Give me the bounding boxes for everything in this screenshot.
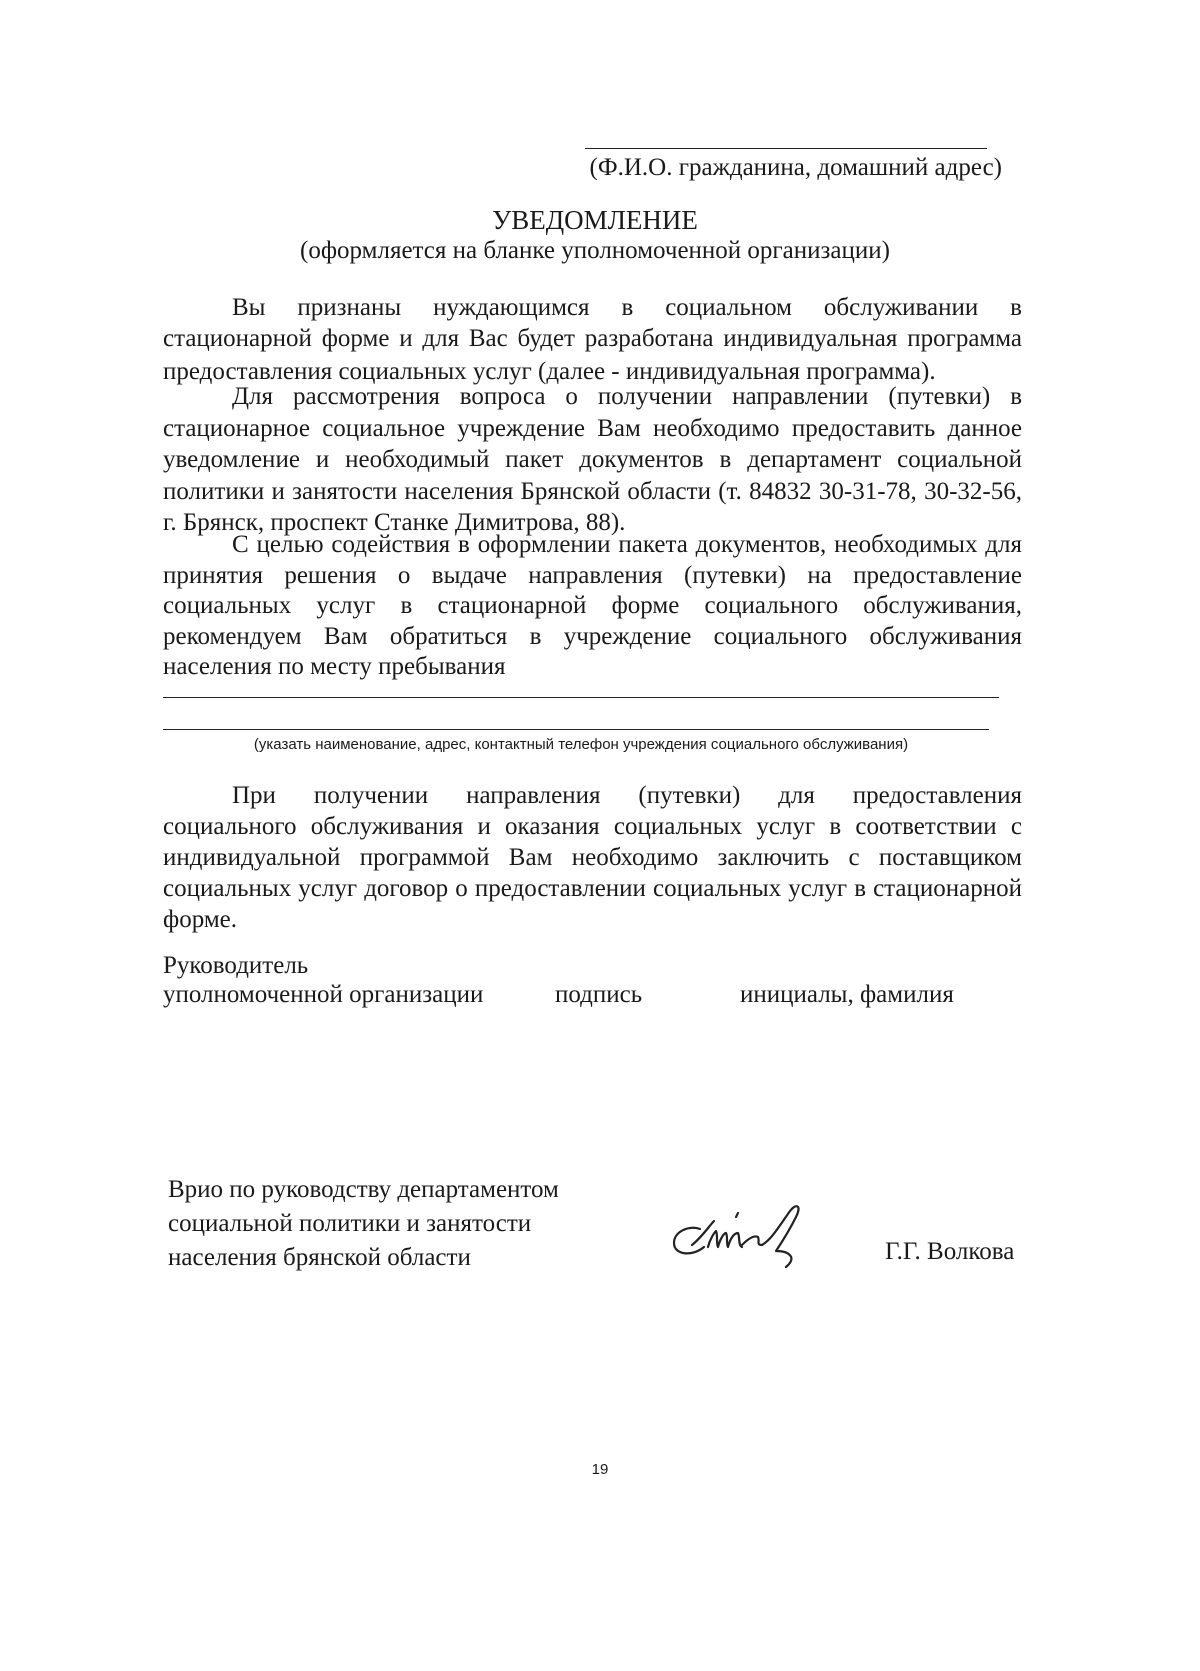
institution-caption: (указать наименование, адрес, контактный телефон учреждения социального обслуживания) (253, 736, 909, 753)
paragraph-3: С целью содействия в оформлении пакета документов, необходимых для принятия решения о выдаче направления (путевки) на предоставление социальных услуг в стационарной форме социального обслуживания, рекомендуем Вам обратиться в учреждение социального обслуживания населения по месту пребывания (163, 531, 1022, 680)
document-title: УВЕДОМЛЕНИЕ (492, 205, 698, 235)
paragraph-2: Для рассмотрения вопроса о получении направлении (путевки) в стационарное социальное учреждение Вам необходимо предоставить данное уведомление и необходимый пакет документов в департамент социальной политики и занятости населения Брянской области (т. 84832 30-31-78, 30-32-56, г. Брянск, проспект Станке Димитрова, 88). (163, 383, 1022, 536)
signatory-line-1: Врио по руководству департаментом (168, 1176, 559, 1203)
signature-label: подпись (555, 981, 643, 1008)
signatory-line-3: населения брянской области (168, 1244, 471, 1271)
recipient-blank-line (585, 148, 987, 149)
paragraph-4-first-line: При получении направления (путевки) для предоставления (232, 782, 1022, 809)
handwritten-signature (662, 1195, 822, 1275)
institution-blank-line-1 (163, 697, 999, 698)
page-number: 19 (591, 1461, 609, 1478)
head-label-line-1: Руководитель (163, 952, 309, 979)
signatory-line-2: социальной политики и занятости (168, 1210, 532, 1237)
paragraph-1-first-line: Вы признаны нуждающимся в социальном обслуживании в (232, 294, 1022, 321)
head-label-line-2: уполномоченной организации (163, 981, 484, 1008)
signatory-name: Г.Г. Волкова (885, 1238, 1015, 1265)
institution-blank-line-2 (163, 729, 989, 730)
paragraph-1-body: стационарной форме и для Вас будет разработана индивидуальная программа предоставления социальных услуг (далее - индивидуальная программа). (163, 325, 1022, 385)
name-label: инициалы, фамилия (740, 981, 954, 1008)
recipient-caption: (Ф.И.О. гражданина, домашний адрес) (589, 154, 1002, 181)
paragraph-4-body: социального обслуживания и оказания социальных услуг в соответствии с индивидуальной программой Вам необходимо заключить с поставщиком социальных услуг договор о предоставлении социальных услуг в стационарной форме. (163, 813, 1022, 933)
document-subtitle: (оформляется на бланке уполномоченной организации) (300, 237, 890, 264)
